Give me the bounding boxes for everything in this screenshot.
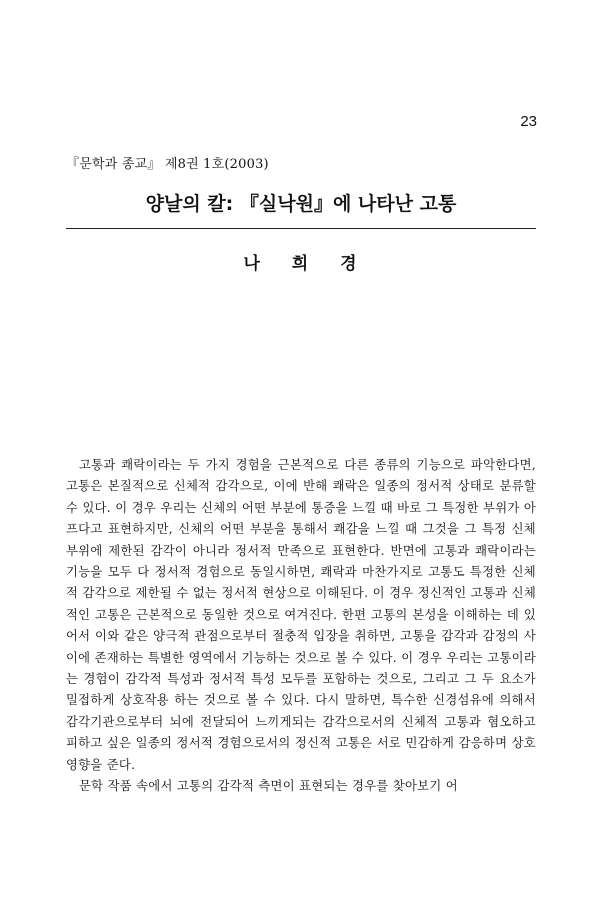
article-body bbox=[66, 455, 536, 798]
title-rule bbox=[66, 228, 536, 229]
journal-citation: 『문학과 종교』 제8권 1호(2003) bbox=[66, 157, 269, 172]
author-name: 나 희 경 bbox=[243, 254, 359, 274]
paragraph: 고통과 쾌락이라는 두 가지 경험을 근본적으로 다른 종류의 기능으로 파악한다면, 고통은 본질적으로 신체적 감각으로, 이에 반해 쾌락은 일종의 정서적 상태로 분류할 수 있다. 이 경우 우리는 신체의 어떤 부분에 통증을 느낄 때 바로 그 특정한 부위가 아프다고 표현하지만, 신체의 어떤 부분을 통해서 쾌감을 느낄 때 그것을 그 특정 신체 부위에 제한된 감각이 아니라 정서적 만족으로 표현한다. 반면에 고통과 쾌락이라는 기능을 모두 다 정서적 경험으로 동일시하면, 쾌락과 마찬가지로 고통도 특정한 신체적 감각으로 제한될 수 없는 정서적 현상으로 이해된다. 이 경우 정신적인 고통과 신체적인 고통은 근본적으로 동일한 것으로 여겨진다. 한편 고통의 본성을 이해하는 데 있어서 이와 같은 양극적 관점으로부터 절충적 입장을 취하면, 고통을 감각과 감정의 사이에 존재하는 특별한 영역에서 기능하는 것으로 볼 수 있다. 이 경우 우리는 고통이라는 경험이 감각적 특성과 정서적 특성 모두를 포함하는 것으로, 그리고 그 두 요소가 밀접하게 상호작용 하는 것으로 볼 수 있다. 다시 말하면, 특수한 신경섬유에 의해서 감각기관으로부터 뇌에 전달되어 느끼게되는 감각으로서의 신체적 고통과 혐오하고 피하고 싶은 일종의 정서적 경험으로서의 정신적 고통은 서로 민감하게 감응하며 상호 영향을 준다. bbox=[66, 458, 536, 772]
article-title: 양날의 칼: 『실낙원』에 나타난 고통 bbox=[145, 193, 457, 215]
page-number: 23 bbox=[520, 113, 537, 130]
paragraph: 문학 작품 속에서 고통의 감각적 측면이 표현되는 경우를 찾아보기 어 bbox=[79, 779, 458, 794]
